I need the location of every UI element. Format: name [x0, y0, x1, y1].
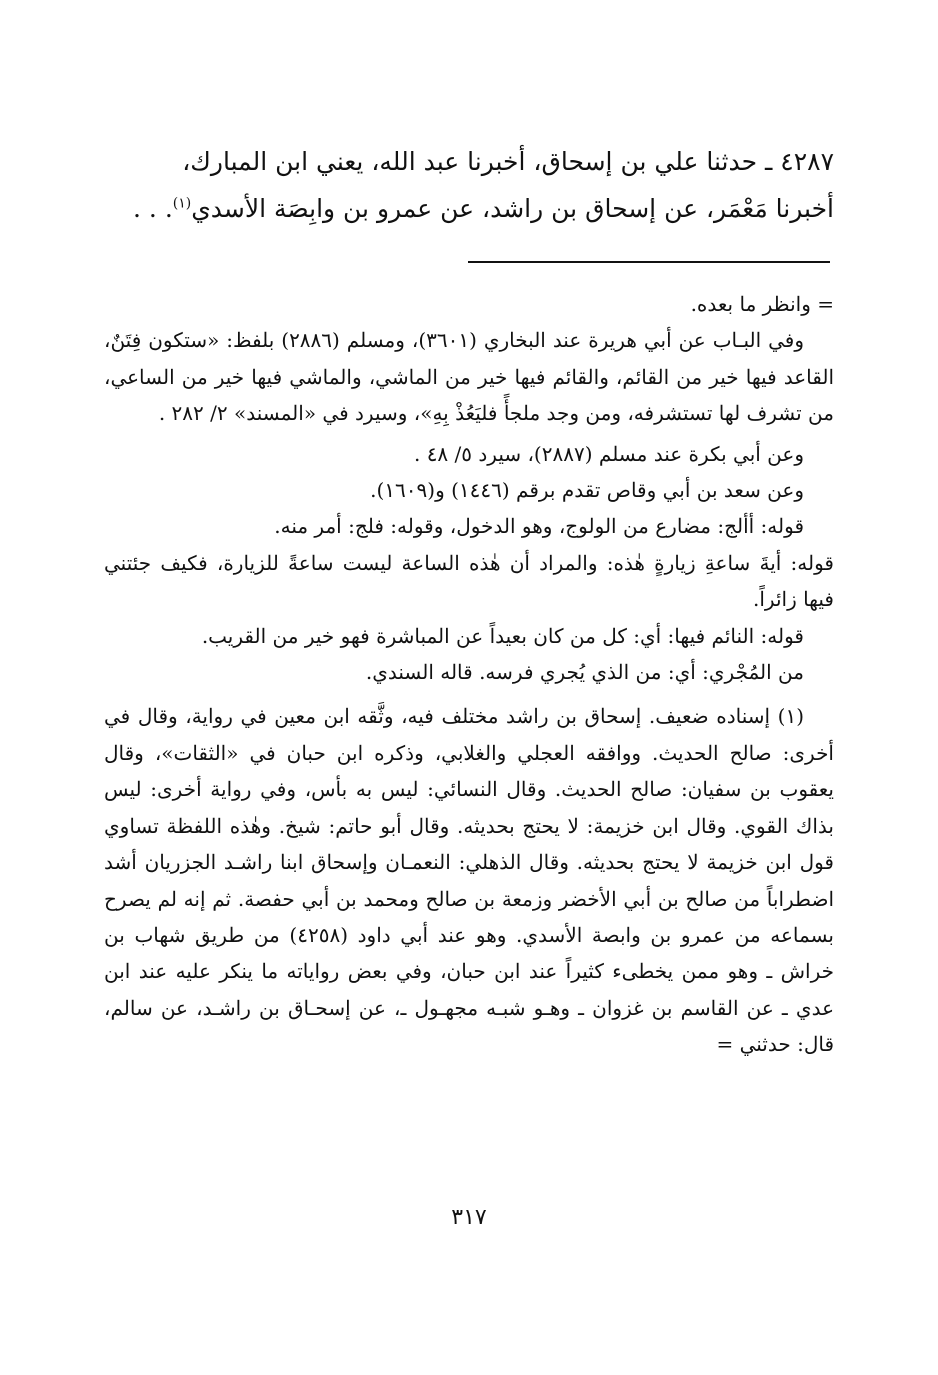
note-ayyat-saa: قوله: أيةَ ساعةِ زيارةٍ هٰذه: والمراد أن هٰذه الساعة ليست ساعةً للزيارة، فكيف جئتني فيها زائراً. [104, 550, 834, 612]
hadith-line-2 [104, 185, 834, 232]
page-number: ٣١٧ [451, 1205, 487, 1230]
note-continuation: = وانظر ما بعده. [690, 292, 834, 316]
footnotes-section [104, 286, 834, 1063]
note-abu-hurayra: وفي البـاب عن أبي هريرة عند البخاري (٣٦٠١)، ومسلم (٢٨٨٦) بلفظ: «ستكون فِتَنٌ، القاعد فيها خير من القائم، والقائم فيها خير من الماشي، والماشي فيها خير من الساعي، من تشرف لها تستشرفه، ومن وجد ملجأً فليَعُذْ بِهِ»، وسيرد في «المسند» ٢/ ٢٨٢ . [104, 328, 834, 426]
hadith-line-2-ellipsis: . . . [133, 194, 173, 223]
note-mujri: من المُجْري: أي: من الذي يُجري فرسه. قاله السندي. [365, 660, 804, 685]
hadith-text [104, 138, 834, 232]
note-saad: وعن سعد بن أبي وقاص تقدم برقم (١٤٤٦) و(١٦٠٩). [370, 478, 804, 503]
hadith-line-1: ٤٢٨٧ ـ حدثنا علي بن إسحاق، أخبرنا عبد الله، يعني ابن المبارك، [182, 147, 834, 176]
hadith-line-2-text: أخبرنا مَعْمَر، عن إسحاق بن راشد، عن عمرو بن وابِصَة الأسدي [191, 194, 834, 223]
footnote-1: (١) إسناده ضعيف. إسحاق بن راشد مختلف فيه، وثَّقه ابن معين في رواية، وقال في أخرى: صالح الحديث. ووافقه العجلي والغلابي، وذكره ابن حبان في «الثقات»، وقال يعقوب بن سفيان: صالح الحديث. وقال النسائي: ليس به بأس، وفي رواية أخرى: ليس بذاك القوي. وقال ابن خزيمة: لا يحتج بحديثه. وقال أبو حاتم: شيخ. وهٰذه اللفظة تساوي قول ابن خزيمة لا يحتج بحديثه. وقال الذهلي: النعمـان وإسحاق ابنا راشـد الجزريان أشد اضطراباً من صالح بن أبي الأخضر وزمعة بن صالح ومحمد بن أبي حفصة. ثم إنه لم يصرح بسماعه من عمرو بن وابصة الأسدي. وهو عند أبي داود (٤٢٥٨) من طريق شهاب بن خراش ـ وهو ممن يخطىء كثيراً عند ابن حبان، وفي بعض رواياته ما ينكر عليه عند ابن عدي ـ عن القاسم بن غزوان ـ وهـو شبـه مجهـول ـ، عن إسحـاق بن راشـد، عن سالم، قال: حدثني = [104, 704, 834, 1057]
footnote-separator [468, 261, 830, 263]
note-aalij: قوله: أألج: مضارع من الولوج، وهو الدخول، وقوله: فلج: أمر منه. [274, 514, 804, 539]
note-abu-bakra: وعن أبي بكرة عند مسلم (٢٨٨٧)، سيرد ٥/ ٤٨ . [413, 441, 804, 466]
note-naim: قوله: النائم فيها: أي: كل من كان بعيداً عن المباشرة فهو خير من القريب. [201, 623, 804, 648]
footnote-marker: (١) [172, 195, 192, 212]
